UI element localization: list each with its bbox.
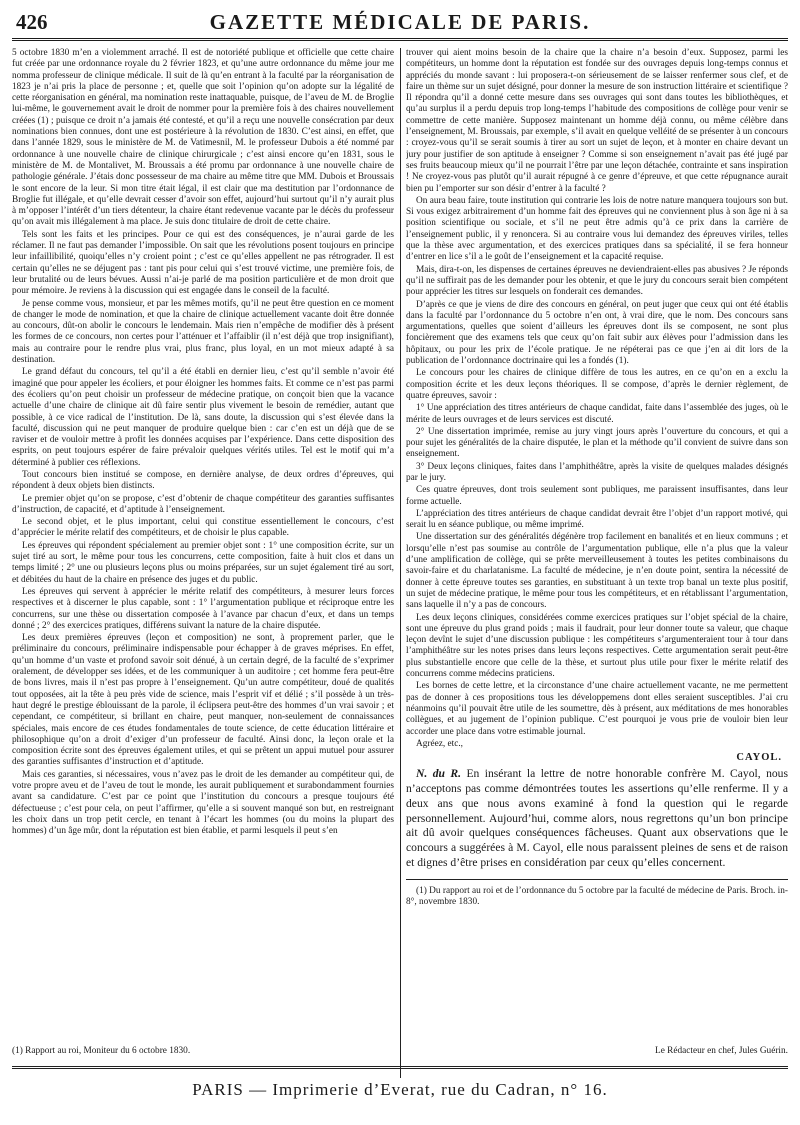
letter-signature: CAYOL. (736, 752, 782, 764)
paragraph: L’appréciation des titres antérieurs de chaque candidat devrait être l’objet d’un rapport motivé, qui serait lu en séance publique, ou même imprimé. (406, 508, 788, 531)
paragraph: Les deux leçons cliniques, considérées comme exercices pratiques sur l’objet spécial de la chaire, sont une épreuve du plus grand poids ; mais il faudrait, pour leur donner toute sa valeur, que chaque leçon devînt le sujet d’une discussion publique : les compétiteurs s’argumenteraient tour à tour dans l’amphithéâtre sur les notes prises dans leurs leçons respectives. Cette argumentation serait peut-être plus substantielle encore que celle de la thèse, et surtout plus utile pour fixer le mérite relatif des concurrens comme médecins praticiens. (406, 612, 788, 680)
editor-in-chief-line: Le Rédacteur en chef, Jules Guérin. (655, 1046, 788, 1056)
paragraph: Tels sont les faits et les principes. Pour ce qui est des conséquences, je n’aurai garde de les réclamer. Il ne faut pas demander l’impossible. On sait que les révolutions posent toujours en principe leur infaillibilité, quoiqu’elles n’y croient point ; c’est ce qu’elles appellent ne pas rétrograder. Il est certain qu’elles ne se déjugent pas : tant pis pour celui qui s’est trouvé victime, une première fois, de leur brutalité ou de leurs bévues. Aussi n’ai-je parlé de ma position particulière et de mon droit que pour mémoire. Je reviens à la discussion qui est engagée dans le conseil de la faculté. (12, 229, 394, 297)
paragraph: 5 octobre 1830 m’en a violemment arraché. Il est de notoriété publique et officielle que cette chaire fut créée par une ordonnance royale du 2 février 1823, et qu’une autre ordonnance du même jour me nomma professeur de clinique médicale. Il suit de là qu’en entrant à la faculté par la réorganisation de 1823 je n’ai pris la place de personne ; et, quelle que soit l’opinion qu’on adopte sur la légalité de cette réorganisation en général, ma nomination reste inattaquable, puisque, de l’aveu de M. de Broglie lui-même, le gouvernement avait le droit de nommer pour la première fois à des chaires nouvellement créées (1) ; puisque ce droit n’a jamais été contesté, et qu’il a reçu une nouvelle consécration par deux nominations bien connues, dont une est postérieure à la révolution de 1830. C’est ainsi, en effet, que dans l’année 1829, sous le ministère de M. de Vatimesnil, M. le professeur Dubois a été nommé par ordonnance à une nouvelle chaire de clinique chirurgicale ; c’est ainsi encore qu’en 1831, sous le ministère de M. de Montalivet, M. Broussais a été promu par ordonnance à une nouvelle chaire de pathologie générale. J’étais donc possesseur de ma chaire au même titre que MM. Dubois et Broussais le sont encore de la leur. Si mon titre était légal, il est clair que ma destitution par l’ordonnance de Broglie fut illégale, et qu’elle devrait cesser d’avoir son effet, aujourd’hui surtout qu’il n’y aurait plus à m’opposer l’intérêt d’un tiers détenteur, la chaire étant redevenue vacante par le décès du professeur qu’on avait mis illégalement à ma place. Je suis donc titulaire de droit de cette chaire. (12, 48, 394, 228)
paragraph: Le premier objet qu’on se propose, c’est d’obtenir de chaque compétiteur des garanties suffisantes d’instruction, de capacité, et d’aptitude à l’enseignement. (12, 493, 394, 515)
printer-imprint: PARIS — Imprimerie d’Everat, rue du Cadran, n° 16. (192, 1080, 608, 1099)
editor-note (406, 767, 788, 871)
page-number: 426 (16, 10, 48, 34)
text-columns (12, 48, 788, 1078)
paragraph: Les bornes de cette lettre, et la circonstance d’une chaire actuellement vacante, ne me permettent pas de donner à ces propositions tous les développemens dont elles seraient susceptibles. J’ai cru néanmoins qu’il pouvait être utile de les soumettre, dès à présent, aux méditations de mes honorables collègues, et au jugement de l’opinion publique. C’est pourquoi je vous prie de vouloir bien leur accorder une place dans votre estimable journal. (406, 681, 788, 737)
paragraph: Agréez, etc., (416, 738, 463, 749)
paragraph: trouver qui aient moins besoin de la chaire que la chaire n’a besoin d’eux. Supposez, parmi les compétiteurs, un homme dont la réputation est fondée sur des ouvrages depuis long-temps connus et appréciés du monde savant : lui proposera-t-on sérieusement de se laisser renfermer sous clef, et de faire un thème sur un sujet désigné, pour donner la mesure de son instruction littéraire et scientifique ? Il répondra qu’il a donné cette mesure dans ses ouvrages qui sont dans toutes les bibliothèques, et qu’au surplus il a perdu depuis trop long-temps l’habitude des compositions de collège pour venir se commettre de cette manière. Supposez maintenant un homme déjà connu, ou même célèbre dans l’enseignement, M. Broussais, par exemple, s’il avait en quelque velléité de se présenter à un concours : croyez-vous qu’il se serait soumis à tirer au sort un sujet de leçon, et à monter en chaire devant un jury pour justifier de son aptitude à enseigner ? Comme si son enseignement n’avait pas été jugé par ses fruits beaucoup mieux qu’il ne pourrait l’être par une leçon détachée, contrainte et sans inspiration ! Ne croyez-vous pas plutôt qu’il aurait répugné à ce genre d’épreuve, et que cette répugnance aurait bien pu l’emporter sur son désir d’entrer à la faculté ? (406, 48, 788, 194)
paragraph: 2° Une dissertation imprimée, remise au jury vingt jours après l’ouverture du concours, et qui a pour sujet les généralités de la chaire disputée, le plan et la méthode qu’il convient de suivre dans son enseignement. (406, 426, 788, 460)
paragraph: Les épreuves qui répondent spécialement au premier objet sont : 1° une composition écrite, sur un sujet tiré au sort, le même pour tous les concurrens, cette composition, faite à huit clos et dans un temps limité ; 2° une ou plusieurs leçons plus ou moins préparées, sur un sujet également tiré au sort, et débitées du haut de la chaire en présence des juges et du public. (12, 540, 394, 585)
newspaper-page (12, 8, 788, 1118)
paragraph: 3° Deux leçons cliniques, faites dans l’amphithéâtre, après la visite de quelques malades désignés par le jury. (406, 461, 788, 483)
column-divider (400, 48, 401, 1078)
paragraph: D’après ce que je viens de dire des concours en général, on peut juger que ceux qui ont été établis dans la faculté par l’ordonnance du 5 octobre n’en ont, à vrai dire, que le nom. Des concours sans argumentations, quelles que soient d’ailleurs les épreuves dont ils se composent, ne sont plus foncièrement que des examens tels que ceux qu’on fait subir aux élèves pour l’admission dans les hôpitaux, ou pour les prix de l’école pratique. Je ne répéterai pas ce que j’en ai dit lors de la publication de l’ordonnance doctrinaire qui les a fondés (1). (406, 299, 788, 367)
footnote: (1) Du rapport au roi et de l’ordonnance du 5 octobre par la faculté de médecine de Paris. Broch. in-8°, novembre 1830. (406, 885, 788, 907)
page-header (12, 8, 788, 41)
paragraph: Tout concours bien institué se compose, en dernière analyse, de deux ordres d’épreuves, qui répondent à deux objets bien distincts. (12, 469, 394, 492)
paragraph: Je pense comme vous, monsieur, et par les mêmes motifs, qu’il ne peut être question en ce moment de changer le mode de nomination, et que la chaire de clinique actuellement vacante doit être donnée au concours, dût-on abolir le concours le lendemain. Mais rien n’empêche de modifier dès à présent les formes de ce concours, non certes pour l’atténuer et l’affaiblir (il n’est déjà que trop insignifiant), mais au contraire pour le rendre plus vrai, plus franc, plus loyal, en un mot mieux adapté à sa destination. (12, 298, 394, 366)
footnote-rule (406, 879, 788, 880)
paragraph: Le second objet, et le plus important, celui qui constitue essentiellement le concours, c’est d’apprécier le mérite relatif des compétiteurs, et de choisir le plus capable. (12, 517, 394, 539)
paragraph: On aura beau faire, toute institution qui contrarie les lois de notre nature manquera toujours son but. Si vous exigez arbitrairement d’un homme fait des épreuves qui ne conviennent plus à son âge ni à sa position scientifique ou sociale, et s’il ne peut être admis qu’à ce prix dans la carrière de l’enseignement public, il y renoncera. Si au contraire vous lui demandez des épreuves viriles, telles que la thèse avec argumentation, et des exercices pratiques dans sa spécialité, il se fera honneur d’entrer en lice s’il a le goût de l’enseignement et la capacité requise. (406, 195, 788, 263)
right-column (406, 48, 788, 1078)
publication-title: GAZETTE MÉDICALE DE PARIS. (209, 10, 591, 34)
left-column (12, 48, 394, 1078)
paragraph: Le grand défaut du concours, tel qu’il a été établi en dernier lieu, c’est qu’il semble n’avoir été imaginé que pour appeler les écoliers, et pour éloigner les hommes faits. Et comme ce n’est pas parmi des écoliers qu’on peut choisir un professeur de médecine pratique, on conçoit bien que la vacance actuelle d’une chaire de clinique ait dû faire sentir plus vivement le besoin de remédier, autant que possible, à ce vice radical de l’institution. De là, sans doute, la discussion qui s’est élevée dans la faculté, discussion qui ne peut manquer de produire quelque bien : car c’en est un déjà que de se raviser et de vouloir mettre à profit les données acquises par l’expérience. Dans cette disposition des esprits, on peut toujours espérer de faire prévaloir quelques vérités utiles. Tel est le motif qui m’a déterminé à publier ces réflexions. (12, 367, 394, 468)
editor-note-text: En insérant la lettre de notre honorable confrère M. Cayol, nous n’acceptons pas comme démontrées toutes les assertions qu’elle renferme. Il y a deux ans que nous avons examiné à fond la question qui le regarde personnellement. Aujourd’hui, comme alors, nous regrettons qu’un bon principe ait dû avoir quelques conséquences fâcheuses. Quant aux observations que le concours a suggérées à M. Cayol, elle nous paraissent pleines de sens et de raison et dignes d’être prises en considération par ceux qu’elles concernent. (406, 767, 788, 869)
paragraph: Ces quatre épreuves, dont trois seulement sont publiques, me paraissent insuffisantes, dans leur forme actuelle. (406, 485, 788, 507)
paragraph: Mais ces garanties, si nécessaires, vous n’avez pas le droit de les demander au compétiteur qui, de votre propre aveu et de l’aveu de tout le monde, les aurait publiquement et surabondamment fournies avant sa candidature. C’est par ce point que l’institution du concours a presque toujours été défectueuse ; c’est pour cela, on peut l’affirmer, qu’elle a si souvent manqué son but, en restreignant les choix dans un trop petit cercle, en tenant à l’écart les hommes (ou du moins la plupart des hommes) d’un âge mûr, dont la réputation est bien établie, et parmi lesquels il peut s’en (12, 769, 394, 837)
paragraph: Les épreuves qui servent à apprécier le mérite relatif des compétiteurs, à mesurer leurs forces respectives et à discerner le plus capable, sont : 1° l’argumentation publique et réciproque entre les concurrens, sur une thèse ou dissertation composée à l’avance par chacun d’eux, et dans un temps donné ; 2° des exercices pratiques, différens suivant la nature de la chaire disputée. (12, 586, 394, 631)
footer-rule (12, 1066, 788, 1069)
editor-note-lead: N. du R. (416, 767, 462, 781)
paragraph: 1° Une appréciation des titres antérieurs de chaque candidat, faite dans l’assemblée des juges, où le mérite de leurs ouvrages et de leurs services est discuté. (406, 403, 788, 425)
paragraph: Le concours pour les chaires de clinique diffère de tous les autres, en ce qu’on en a exclu la composition écrite et les deux leçons théoriques. Il se compose, d’après le dernier règlement, de quatre épreuves, savoir : (406, 368, 788, 401)
paragraph: Une dissertation sur des généralités dégénère trop facilement en banalités et en lieux communs ; et lorsqu’elle n’est pas soumise au contrôle de l’argumentation publique, elle n’a plus que la valeur d’une amplification de collège, qui se prête merveilleusement à toutes les petites combinaisons du savoir-faire et du charlatanisme. La faculté de médecine, je n’en doute point, sentira la nécessité de donner à cette épreuve toutes ses garanties, en substituant à un texte trop banal un texte plus positif, un sujet de médecine pratique, le même pour tous les compétiteurs, et en rétablissant l’argumentation, sans laquelle il n’y a pas de concours. (406, 532, 788, 611)
paragraph: Mais, dira-t-on, les dispenses de certaines épreuves ne deviendraient-elles pas abusives ? Je réponds qu’il ne suffirait pas de les demander pour les obtenir, et que le jury du concours serait bien compétent pour apprécier les titres sur lesquels on fonderait ces demandes. (406, 264, 788, 298)
footnote: (1) Rapport au roi, Moniteur du 6 octobre 1830. (12, 1046, 191, 1056)
paragraph: Les deux premières épreuves (leçon et composition) ne sont, à proprement parler, que le préliminaire du concours, préliminaire indispensable pour échapper à de graves méprises. En effet, qu’un homme d’un vaste et profond savoir soit dénué, à un certain degré, de la faculté de s’exprimer oralement, de développer ses idées, et de les communiquer à un auditoire ; cet homme fera peut-être de bons livres, mais il n’est pas propre à l’enseignement. Qu’un autre compétiteur, doué de qualités tout opposées, ait la tête à peu près vide de science, mais l’esprit vif et délié ; s’il possède à un très-haut degré le prestige éblouissant de la parole, il éclipsera peut-être des hommes d’un vrai savoir ; et cependant, ce compétiteur, si brillant en chaire, peut manquer, non-seulement de connaissances spéciales, mais encore de ces études fondamentales de toute science, de cette éducation littéraire et philosophique qu’on a droit d’exiger d’un professeur de faculté. Ainsi donc, la leçon orale et la composition écrite sont des épreuves également utiles, et qui se prêtent un appui mutuel pour assurer des garanties suffisantes d’instruction et d’aptitude. (12, 633, 394, 768)
